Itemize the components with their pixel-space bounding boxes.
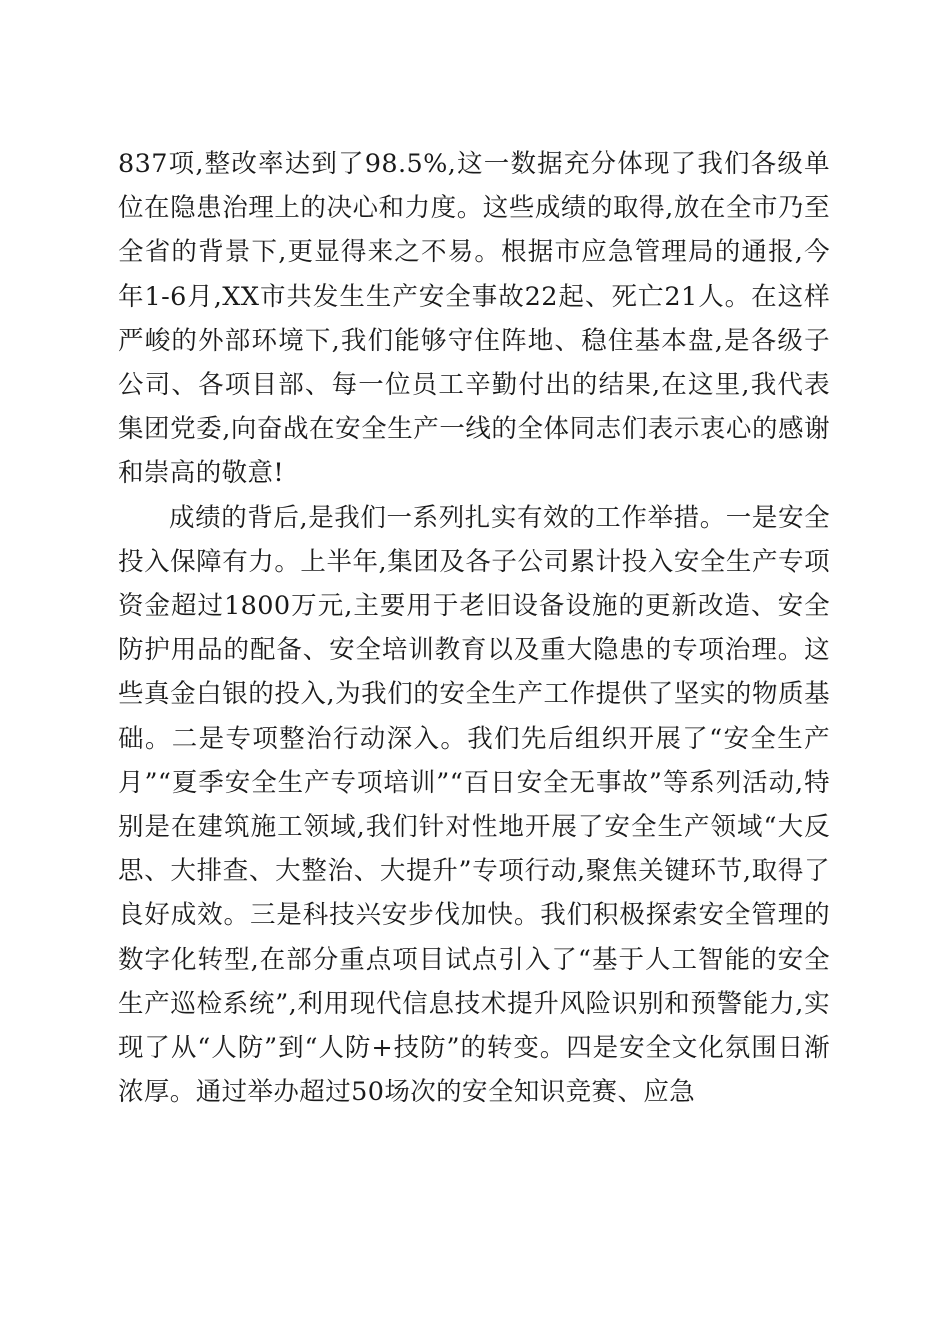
paragraph-continued: 837项,整改率达到了98.5%,这一数据充分体现了我们各级单位在隐患治理上的决心和力度。这些成绩的取得,放在全市乃至全省的背景下,更显得来之不易。根据市应急管理局的通报,今年1-6月,XX市共发生生产安全事故22起、死亡21人。在这样严峻的外部环境下,我们能够守住阵地、稳住基本盘,是各级子公司、各项目部、每一位员工辛勤付出的结果,在这里,我代表集团党委,向奋战在安全生产一线的全体同志们表示衷心的感谢和崇高的敬意! [118,149,830,489]
paragraph-work-measures: 成绩的背后,是我们一系列扎实有效的工作举措。一是安全投入保障有力。上半年,集团及各子公司累计投入安全生产专项资金超过1800万元,主要用于老旧设备设施的更新改造、安全防护用品的配备、安全培训教育以及重大隐患的专项治理。这些真金白银的投入,为我们的安全生产工作提供了坚实的物质基础。二是专项整治行动深入。我们先后组织开展了“安全生产月”“夏季安全生产专项培训”“百日安全无事故”等系列活动,特别是在建筑施工领域,我们针对性地开展了安全生产领域“大反思、大排查、大整治、大提升”专项行动,聚焦关键环节,取得了良好成效。三是科技兴安步伐加快。我们积极探索安全管理的数字化转型,在部分重点项目试点引入了“基于人工智能的安全生产巡检系统”,利用现代信息技术提升风险识别和预警能力,实现了从“人防”到“人防+技防”的转变。四是安全文化氛围日渐浓厚。通过举办超过50场次的安全知识竞赛、应急 [118,502,830,1108]
document-body [118,142,830,1114]
